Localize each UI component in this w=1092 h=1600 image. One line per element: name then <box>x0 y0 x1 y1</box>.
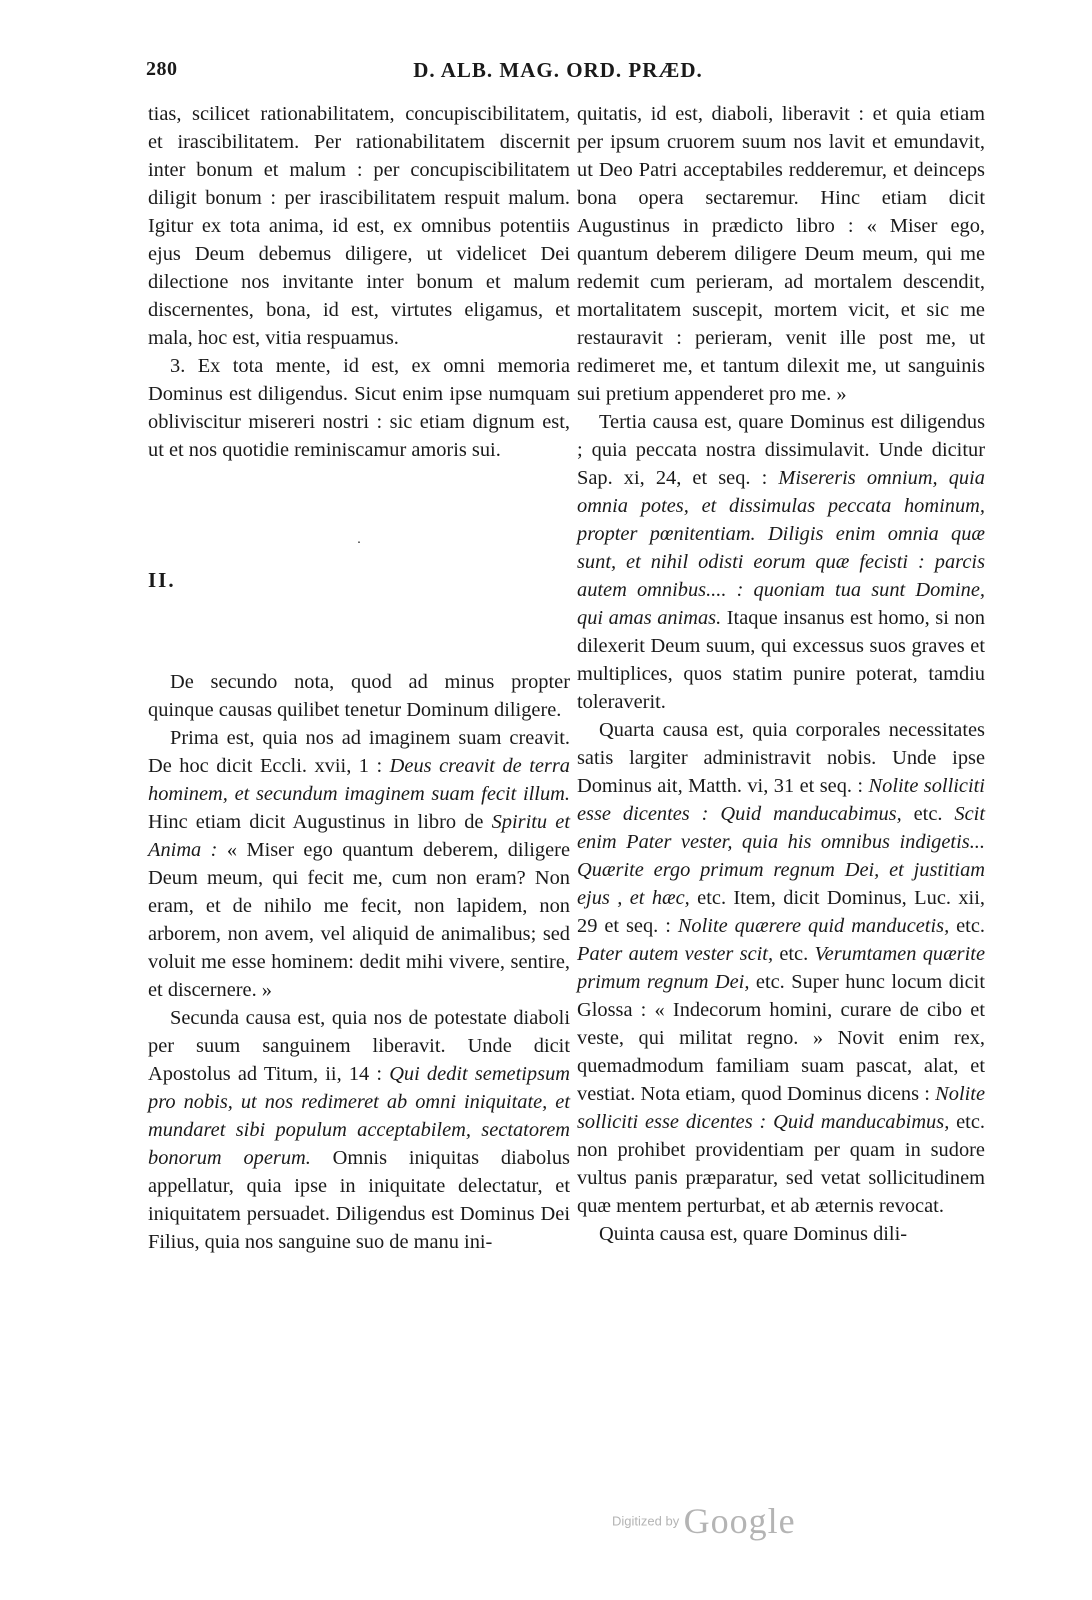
paragraph: tias, scilicet rationabilitatem, concupiscibilitatem, et irascibilitatem. Per rationabilitatem discernit inter bonum et malum : per concupiscibilitatem diligit bonum : per irascibilitatem respuit malum. Igitur ex tota anima, id est, ex omnibus potentiis ejus Deum debemus diligere, ut videlicet Dei dilectione nos invitante inter bonum et malum discernentes, bona, id est, virtutes eligamus, et mala, hoc est, vitia respuamus. <box>148 103 570 349</box>
digitized-by-label: Digitized by <box>612 1513 680 1529</box>
text-run: etc. <box>773 943 815 965</box>
paragraph: Quinta causa est, quare Dominus dili- <box>599 1223 908 1245</box>
scripture-quote: Nolite quærere quid manducetis, <box>677 915 950 937</box>
text-run: Omnis iniquitas diabolus appellatur, quia ipse in iniquitate delectatur, et iniquitatem persuadet. Diligendus est Dominus Dei Filius, quia nos sanguine suo de manu ini- <box>148 1147 570 1253</box>
scripture-quote: Nolite solliciti esse dicentes : Quid manducabimus, <box>577 1083 985 1133</box>
spacer <box>148 464 570 526</box>
text-run: Prima est, quia nos ad imaginem suam creavit. De hoc dicit Eccli. xvii, 1 : <box>148 727 570 777</box>
scripture-quote: Verumtamen quærite primum regnum Dei, <box>577 943 985 993</box>
scripture-quote: Pater autem vester scit, <box>577 943 774 965</box>
text-run: « Miser ego quantum deberem, diligere Deum meum, qui fecit me, cum non eram? Non eram, et de nihilo me fecit, non lapidem, non arborem, non avem, vel aliquid de animalibus; sed voluit me esse hominem: dedit mihi vivere, sentire, et discernere. » <box>148 839 571 1001</box>
page-number: 280 <box>146 58 178 80</box>
scripture-quote: Nolite solliciti esse dicentes : Quid manducabimus, <box>577 775 985 825</box>
paragraph: De secundo nota, quod ad minus propter quinque causas quilibet tenetur Dominum diligere. <box>148 671 570 721</box>
right-column <box>577 100 985 1248</box>
text-run: Secunda causa est, quia nos de potestate diaboli per suum sanguinem liberavit. Unde dicit Apostolus ad Titum, ii, 14 : <box>148 1007 570 1085</box>
scripture-quote: Scit enim Pater vester, quia his omnibus indigetis... Quærite ergo primum regnum Dei, et justitiam ejus , et hæc, <box>577 803 985 909</box>
google-logo: Google <box>683 1501 796 1541</box>
text-run: Quarta causa est, quia corporales necessitates satis largiter administravit nobis. Unde ipse Dominus ait, Matth. vi, 31 et seq. : <box>577 719 985 797</box>
section-dot: . <box>357 532 361 547</box>
paragraph: quitatis, id est, diaboli, liberavit : et quia etiam per ipsum cruorem suum nos lavit et emundavit, ut Deo Patri acceptabiles redderemur, et deinceps bona opera sectaremur. Hinc etiam dicit Augustinus in prædicto libro : « Miser ego, quantum deberem diligere Deum meum, qui me redemit cum perieram, ad mortalem descendit, mortalitatem suscepit, mortem vicit, et sic me restauravit : perieram, venit ille post me, ut redimeret me, et tantum dilexit me, ut sanguinis sui pretium appenderet pro me. » <box>577 103 985 405</box>
scripture-quote: Qui dedit semetipsum pro nobis, ut nos redimeret ab omni iniquitate, et mundaret sibi populum acceptabilem, sectatorem bonorum operum. <box>148 1063 570 1169</box>
paragraph <box>148 1004 570 1256</box>
scripture-quote: Deus creavit de terra hominem, et secundum imaginem suam fecit illum. <box>148 755 570 805</box>
text-run: etc. <box>901 803 955 825</box>
text-run: etc. Super hunc locum dicit Glossa : « Indecorum homini, curare de cibo et veste, qui militat regno. » Novit enim rex, quemadmodum familiam suam pascat, alat, et vestiat. Nota etiam, quod Dominus dicens : <box>577 971 985 1105</box>
paragraph <box>577 408 985 716</box>
text-run: etc. non prohibet providentiam per quam in sudore vultus panis præparatur, sed vetat sollicitudinem quæ mentem perturbat, et ab æternis revocat. <box>577 1111 986 1217</box>
paragraph: 3. Ex tota mente, id est, ex omni memoria Dominus est diligendus. Sicut enim ipse numquam obliviscitur misereri nostri : sic etiam dignum est, ut et nos quotidie reminiscamur amoris sui. <box>148 355 570 461</box>
running-head: D. ALB. MAG. ORD. PRÆD. <box>413 58 703 82</box>
digitized-watermark <box>612 1500 796 1542</box>
text-run: Itaque insanus est homo, si non dilexerit Deum suum, qui excessus suos graves et multiplices, quos statim punire poterat, tamdiu toleraverit. <box>577 607 985 713</box>
paragraph <box>148 724 570 1004</box>
left-column <box>148 100 570 1256</box>
text-run: Hinc etiam dicit Augustinus in libro de <box>148 811 492 833</box>
spacer <box>148 594 570 668</box>
text-run: Tertia causa est, quare Dominus est diligendus ; quia peccata nostra dissimulavit. Unde dicitur Sap. xi, 24, et seq. : <box>577 411 985 489</box>
text-run: etc. <box>949 915 985 937</box>
paragraph <box>577 716 985 1220</box>
book-title: Spiritu et Anima : <box>148 811 570 861</box>
text-run: etc. Item, dicit Dominus, Luc. xii, 29 et seq. : <box>577 887 985 937</box>
scripture-quote: Misereris omnium, quia omnia potes, et dissimulas peccata hominum, propter pœnitentiam. Diligis enim omnia quæ sunt, et nihil odisti eorum quæ fecisti : parcis autem omnibus.... : quoniam tua sunt Domine, qui amas animas. <box>577 467 985 629</box>
section-heading: II. <box>148 568 176 592</box>
